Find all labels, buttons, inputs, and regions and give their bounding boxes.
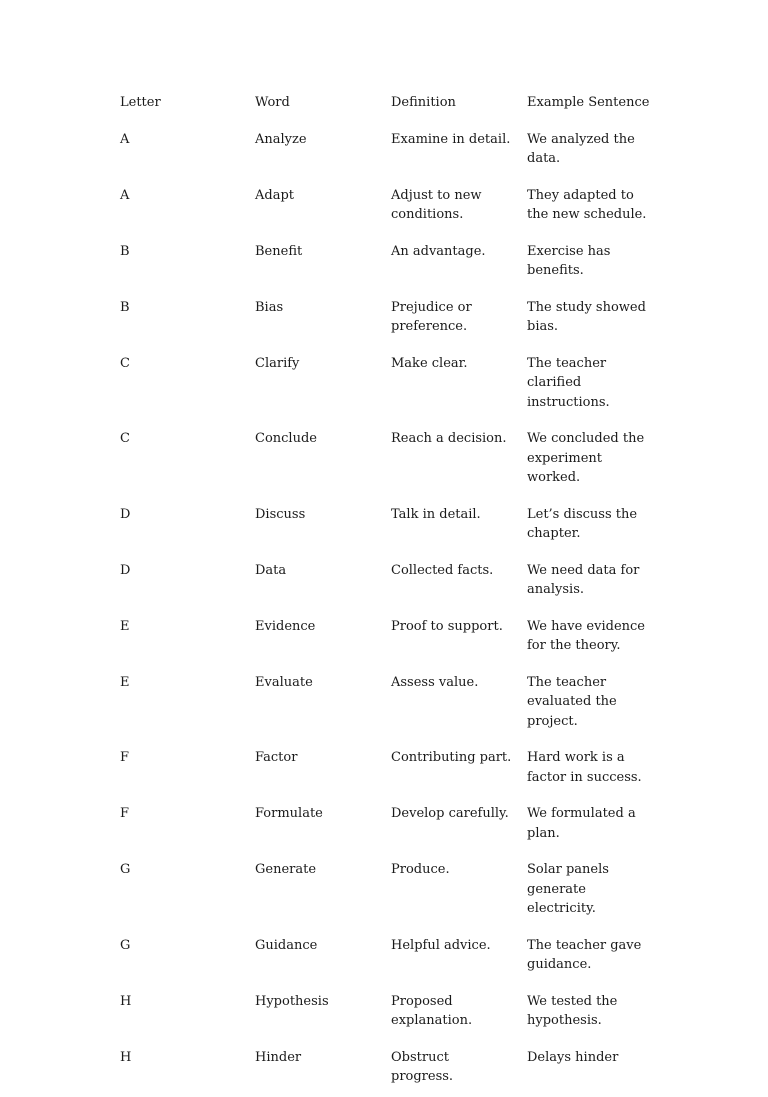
vocabulary-table xyxy=(113,86,663,1097)
table-row xyxy=(113,123,663,179)
definition-cell: Assess value. xyxy=(391,674,479,690)
table-row xyxy=(113,291,663,347)
word-cell: Clarify xyxy=(255,355,300,371)
definition-cell: Adjust to new conditions. xyxy=(391,187,482,222)
example-sentence-cell: Hard work is a factor in success. xyxy=(527,750,642,785)
table-row xyxy=(113,853,663,929)
example-sentence-cell: The study showed bias. xyxy=(527,299,646,334)
definition-cell: Contributing part. xyxy=(391,750,512,765)
word-cell: Hypothesis xyxy=(255,993,329,1009)
word-cell: Discuss xyxy=(255,506,306,522)
letter-cell: A xyxy=(120,187,130,203)
table-row xyxy=(113,929,663,985)
example-sentence-cell: Solar panels generate electricity. xyxy=(527,862,609,916)
letter-cell: C xyxy=(120,431,130,446)
letter-cell: B xyxy=(120,299,130,315)
example-sentence-cell: The teacher gave guidance. xyxy=(527,937,642,972)
table-row xyxy=(113,347,663,423)
definition-cell: Talk in detail. xyxy=(391,506,481,522)
header-example-sentence: Example Sentence xyxy=(527,95,650,110)
definition-cell: An advantage. xyxy=(391,243,486,259)
word-cell: Benefit xyxy=(255,243,303,259)
word-cell: Factor xyxy=(255,750,298,765)
definition-cell: Make clear. xyxy=(391,355,468,371)
table-row xyxy=(113,554,663,610)
letter-cell: D xyxy=(120,562,131,578)
letter-cell: G xyxy=(120,862,131,877)
table-row xyxy=(113,610,663,666)
word-cell: Guidance xyxy=(255,937,318,953)
letter-cell: G xyxy=(120,937,131,953)
definition-cell: Develop carefully. xyxy=(391,806,509,821)
word-cell: Evidence xyxy=(255,618,316,634)
word-cell: Bias xyxy=(255,299,284,315)
header-letter: Letter xyxy=(120,95,161,110)
table-row xyxy=(113,235,663,291)
table-row xyxy=(113,498,663,554)
table-row xyxy=(113,666,663,742)
header-definition: Definition xyxy=(391,95,456,110)
definition-cell: Reach a decision. xyxy=(391,431,507,446)
definition-cell: Helpful advice. xyxy=(391,937,491,953)
example-sentence-cell: We tested the hypothesis. xyxy=(527,993,618,1028)
example-sentence-cell: Exercise has benefits. xyxy=(527,243,611,278)
example-sentence-cell: We need data for analysis. xyxy=(527,562,640,597)
letter-cell: D xyxy=(120,506,131,522)
word-cell: Formulate xyxy=(255,806,323,821)
letter-cell: B xyxy=(120,243,130,259)
table-row xyxy=(113,985,663,1041)
definition-cell: Proposed explanation. xyxy=(391,993,473,1028)
table-header-row xyxy=(113,86,663,123)
word-cell: Conclude xyxy=(255,431,317,446)
example-sentence-cell: We analyzed the data. xyxy=(527,131,635,166)
definition-cell: Proof to support. xyxy=(391,618,503,634)
table-body xyxy=(113,123,663,1097)
example-sentence-cell: We concluded the experiment worked. xyxy=(527,431,645,485)
definition-cell: Prejudice or preference. xyxy=(391,299,472,334)
word-cell: Generate xyxy=(255,862,317,877)
example-sentence-cell: The teacher clarified instructions. xyxy=(527,355,610,410)
example-sentence-cell: They adapted to the new schedule. xyxy=(527,187,647,222)
letter-cell: H xyxy=(120,1049,132,1065)
letter-cell: F xyxy=(120,750,130,765)
table-row xyxy=(113,1041,663,1097)
word-cell: Evaluate xyxy=(255,674,313,690)
letter-cell: A xyxy=(120,131,130,147)
example-sentence-cell: The teacher evaluated the project. xyxy=(527,674,617,729)
header-word: Word xyxy=(255,95,290,110)
letter-cell: E xyxy=(120,618,130,634)
definition-cell: Collected facts. xyxy=(391,562,494,578)
letter-cell: E xyxy=(120,674,130,690)
example-sentence-cell: We formulated a plan. xyxy=(527,806,636,841)
word-cell: Data xyxy=(255,562,287,578)
definition-cell: Examine in detail. xyxy=(391,131,511,147)
word-cell: Analyze xyxy=(255,131,307,147)
example-sentence-cell: We have evidence for the theory. xyxy=(527,618,645,653)
table-row xyxy=(113,422,663,498)
letter-cell: H xyxy=(120,993,132,1009)
table-row xyxy=(113,179,663,235)
letter-cell: C xyxy=(120,355,130,371)
definition-cell: Obstruct progress. xyxy=(391,1049,454,1084)
letter-cell: F xyxy=(120,806,130,821)
table-row xyxy=(113,797,663,853)
word-cell: Adapt xyxy=(255,187,295,203)
example-sentence-cell: Delays hinder xyxy=(527,1049,619,1065)
definition-cell: Produce. xyxy=(391,862,450,877)
table-row xyxy=(113,741,663,797)
word-cell: Hinder xyxy=(255,1049,302,1065)
example-sentence-cell: Let’s discuss the chapter. xyxy=(527,506,638,541)
